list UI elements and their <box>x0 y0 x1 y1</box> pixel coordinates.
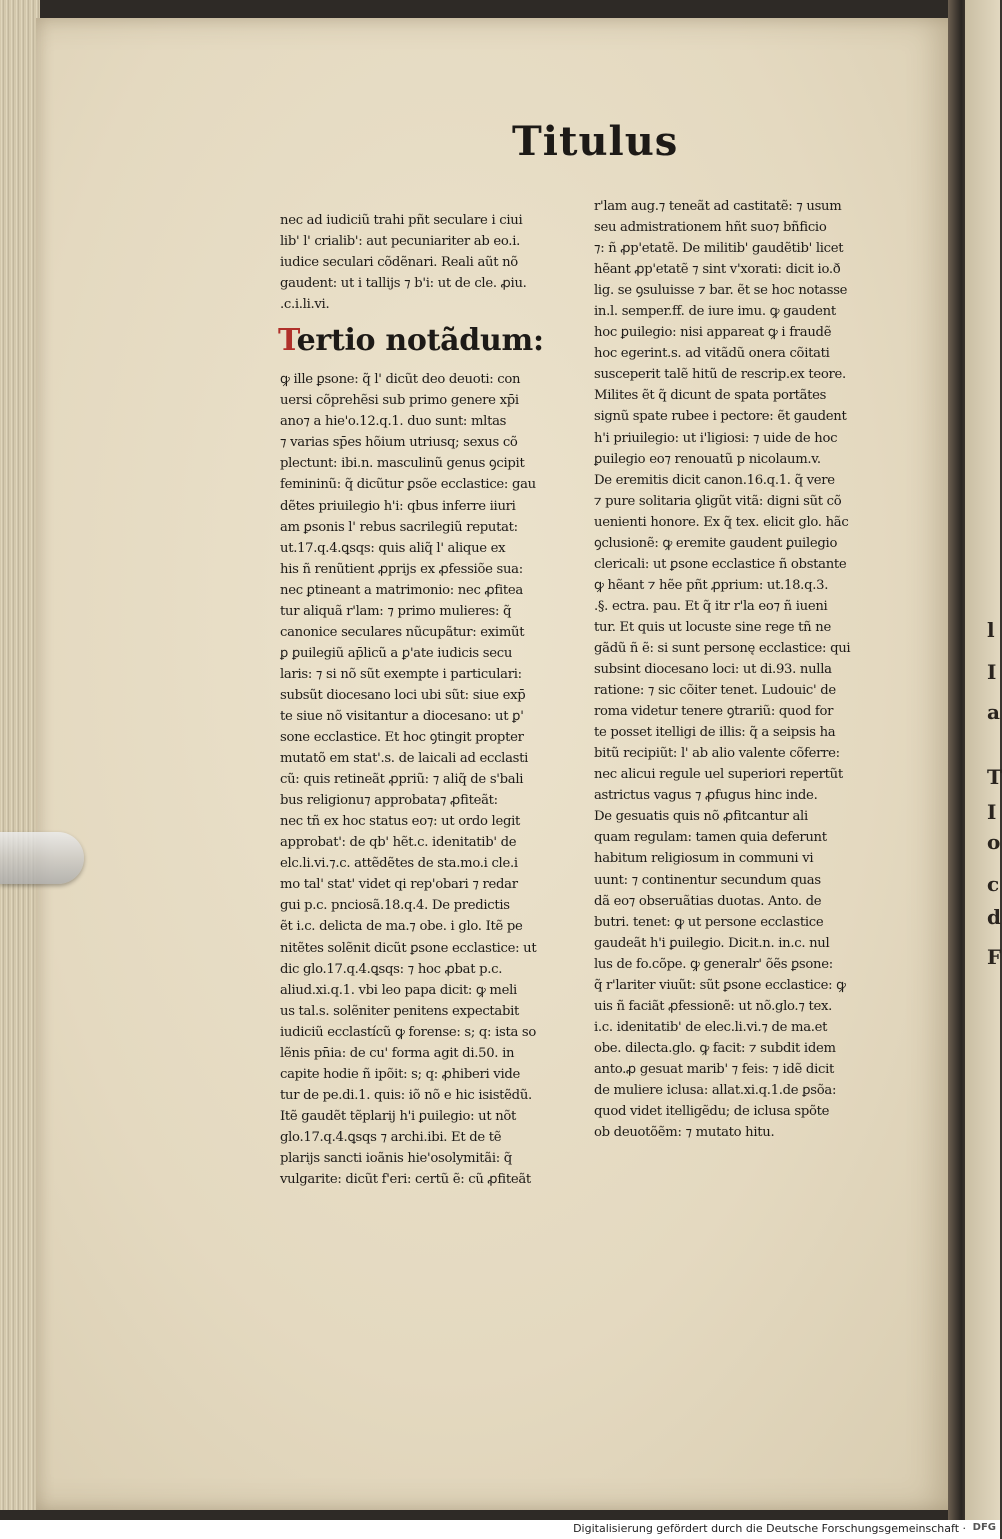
text-line: .c.i.li.vi. <box>280 297 330 313</box>
text-line: hoc ꝑuilegio: nisi appareat ꝙ i fraudẽ <box>594 325 832 341</box>
next-page-text-fragment: I <box>987 660 997 684</box>
text-line: gaudent: ut i tallijs ⁊ b'i: ut de cle. ꝓiu. <box>280 276 527 292</box>
text-line: ⁊ pure solitaria ꝯligũt vitã: digni sũt cõ <box>594 493 842 509</box>
text-line: dic glo.17.q.4.ꝗsqs: ⁊ hoc ꝓbat p.c. <box>280 961 503 977</box>
text-line: .§. ectra. pau. Et q̃ itr r'la eo⁊ ñ iueni <box>594 598 828 614</box>
text-line: habitum religiosum in communi vi <box>594 851 814 867</box>
text-line: lus de fo.cõpe. ꝙ generalr' õẽs ꝑsone: <box>594 956 833 972</box>
text-line: iudice seculari cõdẽnari. Reali aũt nõ <box>280 255 518 271</box>
text-line: iudiciũ ecclastícũ ꝙ forense: s; q: ista so <box>280 1024 537 1040</box>
text-line: ꝑuilegio eo⁊ renouatũ p nicolaum.v. <box>594 451 821 467</box>
text-line: approbat': de qb' hẽt.c. idenitatib' de <box>280 835 517 851</box>
text-line: bitũ recipiũt: l' ab alio valente cõferre: <box>594 746 840 762</box>
text-line: clericali: ut ꝑsone ecclastice ñ obstante <box>594 556 847 572</box>
text-line: nitẽtes solẽnit dicũt ꝑsone ecclastice: ut <box>280 940 537 956</box>
text-line: ano⁊ a hie'o.12.q.1. duo sunt: mltas <box>280 414 507 430</box>
text-line: ꝙ hẽant ⁊ hẽe pñt ꝓprium: ut.18.q.3. <box>594 577 829 593</box>
book-clip <box>0 832 84 884</box>
text-line: ꝑ ꝑuilegiũ ap̄licũ a ꝑ'ate iudicis secu <box>280 645 513 661</box>
text-line: h'i priuilegio: ut i'ligiosi: ⁊ uide de hoc <box>594 430 838 446</box>
text-line: nec ꝑtineant a matrimonio: nec ꝓfitea <box>280 582 523 598</box>
heading-text: ertio notãdum: <box>296 323 544 359</box>
text-line: lig. se ꝯsuluisse ⁊ bar. ẽt se hoc notasse <box>594 283 848 299</box>
section-heading <box>278 321 580 367</box>
text-line: gaudeãt h'i ꝑuilegio. Dicit.n. in.c. nul <box>594 935 830 951</box>
text-line: gãdũ ñ ẽ: si sunt personę ecclastice: qui <box>594 640 851 656</box>
left-column <box>280 210 580 1190</box>
text-line: obe. dilecta.glo. ꝙ facit: ⁊ subdit idem <box>594 1040 836 1056</box>
text-line: ob deuotõẽm: ⁊ mutato hitu. <box>594 1125 775 1141</box>
text-line: uis ñ faciãt ꝓfessionẽ: ut nõ.glo.⁊ tex. <box>594 998 832 1014</box>
text-line: de muliere iclusa: allat.xi.q.1.de ꝑsõa: <box>594 1082 837 1098</box>
text-line: his ñ renũtient ꝓprijs ex ꝓfessiõe sua: <box>280 561 523 577</box>
text-line: subsũt diocesano loci ubi sũt: siue exp̄ <box>280 687 526 703</box>
text-line: dẽtes priuilegio h'i: qbus inferre iiuri <box>280 498 516 514</box>
text-line: mutatõ em stat'.s. de laicali ad ecclasti <box>280 751 529 767</box>
text-line: subsint diocesano loci: ut di.93. nulla <box>594 662 832 678</box>
text-line: mo tal' stat' videt qi rep'obari ⁊ redar <box>280 877 518 893</box>
text-line: capite hodie ñ ipõit: s; q: ꝓhiberi vide <box>280 1066 521 1082</box>
next-page-text-fragment: I <box>987 800 997 824</box>
text-line: am ꝑsonis l' rebus sacrilegiũ reputat: <box>280 519 518 535</box>
text-line: canonice seculares nũcupãtur: eximũt <box>280 624 525 640</box>
text-line: laris: ⁊ si nõ sũt exempte i particulari: <box>280 666 522 682</box>
next-page-edge <box>965 0 1000 1520</box>
text-line: tur de pe.di.1. quis: iõ nõ e hic isistẽdũ. <box>280 1087 532 1103</box>
text-line: nec ad iudiciũ trahi pñt seculare i ciui <box>280 213 523 228</box>
text-line: us tal.s. solẽniter penitens expectabit <box>280 1003 520 1019</box>
text-line: uunt: ⁊ continentur secundum quas <box>594 872 821 888</box>
text-line: roma videtur tenere ꝯtrariũ: quod for <box>594 704 834 720</box>
right-column <box>594 196 860 1143</box>
text-line: hoc egerint.s. ad vitãdũ onera cõitati <box>594 346 830 362</box>
text-line: in.l. semper.ff. de iure imu. ꝙ gaudent <box>594 304 836 320</box>
text-line: ⁊ varias sp̄es hõium utriusq; sexus cõ <box>280 435 518 451</box>
text-line: te posset itelligi de illis: q̃ a seipsis ha <box>594 725 836 741</box>
text-line: hẽant ꝓp'etatẽ ⁊ sint v'xorati: dicit io.ð <box>594 262 841 278</box>
text-line: bus religionu⁊ approbata⁊ ꝓfiteãt: <box>280 793 498 809</box>
text-line: i.c. idenitatib' de elec.li.vi.⁊ de ma.et <box>594 1019 828 1035</box>
text-line: plarijs sancti ioãnis hie'osolymitãi: q̃ <box>280 1150 512 1166</box>
text-line: nec alicui regule uel superiori repertũt <box>594 767 843 783</box>
text-line: ut.17.q.4.ꝗsqs: quis aliq̃ l' alique ex <box>280 540 506 556</box>
text-line: susceperit talẽ hitũ de rescrip.ex teore. <box>594 367 846 383</box>
text-line: signũ spate rubee i pectore: ẽt gaudent <box>594 409 847 425</box>
text-line: tur. Et quis ut locuste sine rege tñ ne <box>594 619 831 635</box>
text-line: cũ: quis retineãt ꝓpriũ: ⁊ aliq̃ de s'bali <box>280 772 524 788</box>
next-page-text-fragment: c <box>987 872 1000 896</box>
text-line: glo.17.q.4.ꝗsqs ⁊ archi.ibi. Et de tẽ <box>280 1129 502 1145</box>
text-line: ratione: ⁊ sic cõiter tenet. Ludouic' de <box>594 683 836 699</box>
text-line: q̃ r'lariter viuũt: sũt ꝑsone ecclastice: ꝙ <box>594 977 846 993</box>
text-line: seu admistrationem hñt suo⁊ bñficio <box>594 220 827 236</box>
next-page-text-fragment: d <box>987 905 1001 929</box>
text-line: astrictus vagus ⁊ ꝓfugus hinc inde. <box>594 788 818 804</box>
text-line: nec tñ ex hoc status eo⁊: ut ordo legit <box>280 814 521 830</box>
text-line: sone ecclastice. Et hoc ꝯtingit propter <box>280 730 524 746</box>
text-line: ẽt i.c. delicta de ma.⁊ obe. i glo. Itẽ pe <box>280 919 523 935</box>
text-line: butri. tenet: ꝙ ut persone ecclastice <box>594 914 824 930</box>
text-line: uersi cõprehẽsi sub primo genere xp̄i <box>280 393 519 409</box>
text-line: anto.ꝓ gesuat marib' ⁊ feis: ⁊ idẽ dicit <box>594 1061 834 1077</box>
page-edges <box>0 0 40 1510</box>
next-page-text-fragment: T <box>987 765 1002 789</box>
text-line: quam regulam: tamen quia deferunt <box>594 830 827 846</box>
next-page-text-fragment: o <box>987 830 1001 854</box>
next-page-text-fragment: F <box>987 945 1002 969</box>
text-line: quod videt itelligẽdu; de iclusa spõte <box>594 1104 830 1120</box>
text-line: lẽnis pn̄ia: de cu' forma agit di.50. in <box>280 1045 515 1061</box>
footer-bar <box>0 1520 1000 1539</box>
text-line: ꝙ ille ꝑsone: q̃ l' dicũt deo deuoti: con <box>280 372 521 388</box>
text-line: femininũ: q̃ dicũtur ꝑsõe ecclastice: gau <box>280 477 536 493</box>
text-line: Milites ẽt q̃ dicunt de spata portãtes <box>594 388 827 404</box>
text-line: uenienti honore. Ex q̃ tex. elicit glo. hãc <box>594 514 849 530</box>
text-line: dã eo⁊ obseruãtias duotas. Anto. de <box>594 893 822 909</box>
text-line: vulgarite: dicũt f'eri: certũ ẽ: cũ ꝓfiteãt <box>280 1172 531 1188</box>
running-header: Titulus <box>512 118 679 165</box>
footer-credit: Digitalisierung gefördert durch die Deutsche Forschungsgemeinschaft · <box>573 1522 966 1535</box>
text-line: De eremitis dicit canon.16.q.1. q̃ vere <box>594 472 835 488</box>
text-line: ⁊: ñ ꝓp'etatẽ. De militib' gaudẽtib' licet <box>594 241 844 257</box>
rubricated-initial: T <box>278 323 297 359</box>
next-page-text-fragment: a <box>987 700 1000 724</box>
text-line: elc.li.vi.⁊.c. attẽdẽtes de sta.mo.i cle.i <box>280 856 518 872</box>
text-line: r'lam aug.⁊ teneãt ad castitatẽ: ⁊ usum <box>594 199 842 214</box>
text-line: ꝯclusionẽ: ꝙ eremite gaudent ꝑuilegio <box>594 535 838 551</box>
text-line: Itẽ gaudẽt tẽplarij h'i ꝑuilegio: ut nõt <box>280 1108 517 1124</box>
text-line: lib' l' crialib': aut pecuniariter ab eo.i. <box>280 234 521 250</box>
next-page-text-fragment: l <box>987 618 995 642</box>
text-line: De gesuatis quis nõ ꝓfitcantur ali <box>594 809 808 825</box>
text-line: te siue nõ visitantur a diocesano: ut ꝑ' <box>280 708 524 724</box>
text-line: gui p.c. pnciosã.18.q.4. De predictis <box>280 898 510 914</box>
dfg-logo: DFG <box>972 1522 996 1533</box>
text-line: tur aliquã r'lam: ⁊ primo mulieres: q̃ <box>280 603 512 619</box>
text-line: aliud.xi.q.1. vbi leo papa dicit: ꝙ meli <box>280 982 517 998</box>
text-line: plectunt: ibi.n. masculinũ genus ꝯcipit <box>280 456 525 472</box>
